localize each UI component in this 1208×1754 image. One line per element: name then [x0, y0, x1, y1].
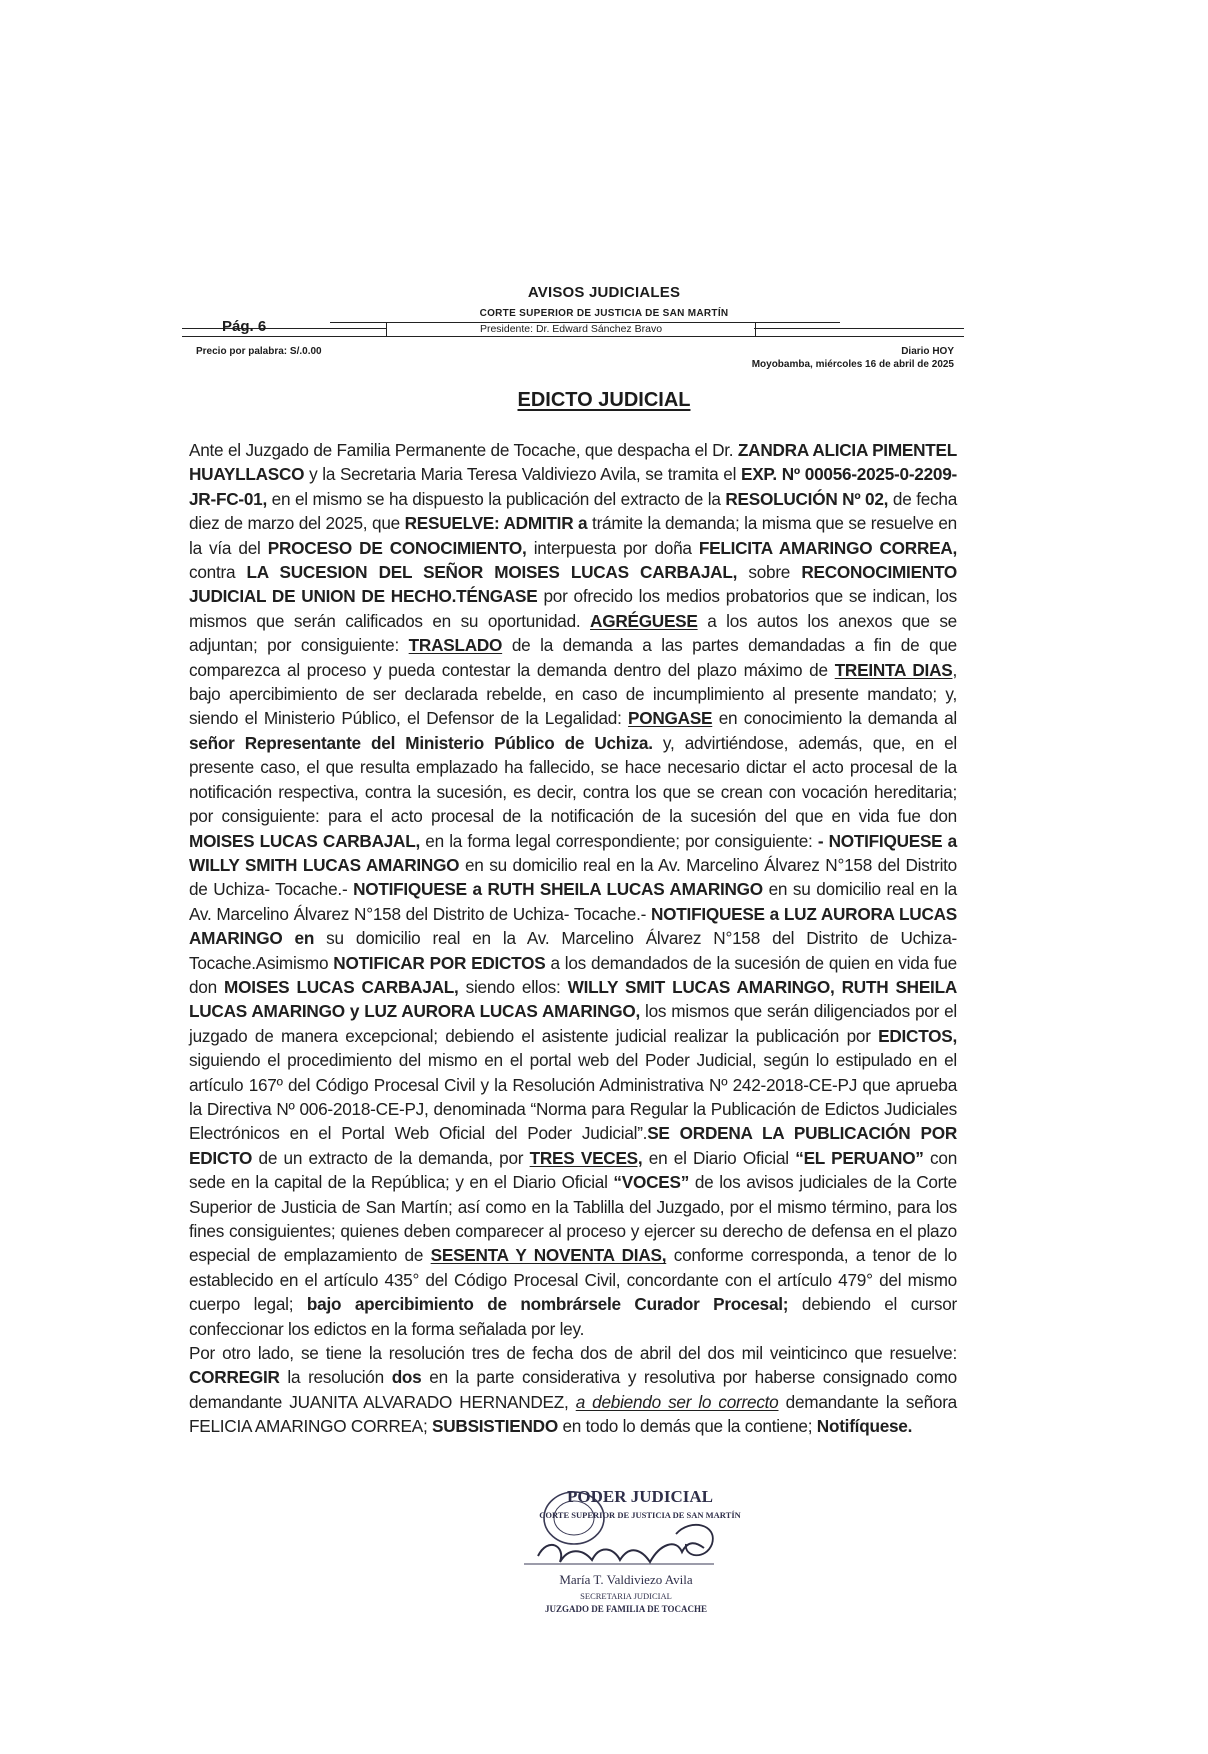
text-run: EDICTOS,: [878, 1025, 957, 1046]
text-run: SUBSISTIENDO: [432, 1416, 558, 1437]
stamp-office: JUZGADO DE FAMILIA DE TOCACHE: [544, 1604, 708, 1614]
text-run: a los autos los anexos que se adjuntan; por consiguiente:: [189, 610, 957, 656]
text-run: de la demanda a las partes demandadas a fin de que comparezca al proceso y pueda contestar la demanda dentro del plazo máximo de: [189, 635, 957, 680]
text-run: con sede en la capital de la República; y en el Diario Oficial: [189, 1147, 958, 1193]
text-run: en la forma legal correspondiente; por consiguiente:: [419, 830, 818, 851]
header-rule-left: [182, 328, 386, 329]
text-run: CORREGIR: [189, 1367, 280, 1388]
text-run: Notifíquese.: [816, 1416, 913, 1437]
text-run: RESOLUCIÓN Nº 02,: [725, 488, 889, 509]
text-run: en el Diario Oficial: [642, 1147, 796, 1168]
text-run: NOTIFICAR POR EDICTOS: [333, 952, 546, 973]
text-run: en su domicilio real en la Av. Marcelino Álvarez N°158 del Distrito de Uchiza- Tocache.-: [189, 879, 957, 924]
text-run: bajo apercibimiento de nombrársele Curador Procesal;: [306, 1294, 789, 1315]
publication-date: Moyobamba, miércoles 16 de abril de 2025: [751, 359, 954, 370]
stamp-line-1: PODER JUDICIAL: [567, 1487, 713, 1506]
newspaper-name: Diario HOY: [901, 346, 954, 357]
text-run: FELICITA AMARINGO CORREA,: [698, 537, 958, 558]
text-run: Ante el Juzgado de Familia Permanente de Tocache, que despacha el Dr.: [189, 440, 738, 460]
text-run: contra: [189, 562, 247, 583]
text-run: a los demandados de la sucesión de quien en vida fue don: [189, 952, 957, 997]
stamp-name: María T. Valdiviezo Avila: [559, 1572, 693, 1587]
text-run: por ofrecido los medios probatorios que se indican, los mismos que serán calificados en su oportunidad.: [189, 586, 957, 631]
text-run: SE ORDENA LA PUBLICACIÓN POR EDICTO: [189, 1123, 957, 1168]
stamp-line-2: CORTE SUPERIOR DE JUSTICIA DE SAN MARTÍN: [539, 1510, 741, 1520]
text-run: NOTIFIQUESE a LUZ AURORA LUCAS AMARINGO en: [189, 903, 957, 949]
text-run: ZANDRA ALICIA PIMENTEL HUAYLLASCO: [189, 440, 957, 485]
text-run: dos: [391, 1367, 422, 1388]
text-run: de fecha diez de marzo del 2025, que: [189, 488, 958, 534]
header-rule-right: [754, 328, 964, 329]
text-run: RESUELVE: ADMITIR a: [404, 513, 588, 534]
stamp-role: SECRETARIA JUDICIAL: [580, 1591, 672, 1601]
text-run: RECONOCIMIENTO JUDICIAL DE UNION DE HECHO.TÉNGASE: [189, 562, 958, 607]
text-run: interpuesta por doña: [526, 537, 699, 558]
text-run: debiendo el cursor confeccionar los edictos en la forma señalada por ley.: [189, 1294, 957, 1339]
text-run: los mismos que serán diligenciados por el juzgado de manera excepcional; debiendo el asistente judicial realizar la publicación por: [189, 1001, 957, 1046]
text-run: en conocimiento la demanda al: [712, 708, 957, 729]
text-run: conforme corresponda, a tenor de lo establecido en el artículo 435° del Código Procesal Civil, concordante con el artículo 479° del mismo cuerpo legal;: [189, 1245, 957, 1315]
text-run: a debiendo ser lo correcto: [575, 1391, 779, 1412]
text-run: de los avisos judiciales de la Corte Superior de Justicia de San Martín; así como en la Tablilla del Juzgado, por el mismo término, para los fines consiguientes; quienes deben comparecer al proceso y ejercer su derecho de defensa en el plazo especial de emplazamiento de: [189, 1172, 957, 1266]
text-run: trámite la demanda; la misma que se resuelve en la vía del: [189, 513, 957, 558]
text-run: PONGASE: [628, 708, 713, 729]
official-stamp: [508, 1478, 772, 1628]
text-run: en la parte considerativa y resolutiva por haberse consignado como demandante JUANITA ALVARADO HERNANDEZ,: [189, 1367, 957, 1412]
edict-title: EDICTO JUDICIAL: [517, 389, 691, 411]
text-run: TRASLADO: [408, 635, 503, 656]
text-run: en el mismo se ha dispuesto la publicación del extracto de la: [266, 488, 726, 509]
text-run: su domicilio real en la Av. Marcelino Álvarez N°158 del Distrito de Uchiza- Tocache.Asimismo: [189, 928, 957, 973]
text-run: la resolución: [279, 1367, 392, 1388]
text-run: siguiendo el procedimiento del mismo en el portal web del Poder Judicial, según lo estipulado en el artículo 167º del Código Procesal Civil y la Resolución Administrativa Nº 242-2018-CE-PJ que aprueba la Directiva Nº 006-2018-CE-PJ, denominada “Norma para Regular la Publicación de Edictos Judiciales Electrónicos en el Portal Web Oficial del Poder Judicial”.: [189, 1050, 957, 1144]
text-run: sobre: [737, 562, 802, 583]
signature-mark: [538, 1543, 704, 1562]
text-run: en todo lo demás que la contiene;: [557, 1416, 817, 1437]
edict-paragraph-correction: [189, 1341, 957, 1439]
text-run: y la Secretaria Maria Teresa Valdiviezo Avila, se tramita el: [304, 464, 741, 485]
text-run: MOISES LUCAS CARBAJAL,: [189, 830, 420, 851]
text-run: “VOCES”: [613, 1172, 690, 1193]
text-run: NOTIFIQUESE a RUTH SHEILA LUCAS AMARINGO: [353, 879, 763, 900]
president-box: Presidente: Dr. Edward Sánchez Bravo: [386, 322, 756, 336]
text-run: WILLY SMIT LUCAS AMARINGO, RUTH SHEILA LUCAS AMARINGO y LUZ AURORA LUCAS AMARINGO,: [189, 976, 957, 1022]
text-run: TREINTA DIAS: [834, 659, 953, 680]
text-run: , bajo apercibimiento de ser declarada rebelde, en caso de incumplimiento al presente mandato; y, siendo el Ministerio Público, el Defensor de la Legalidad:: [189, 659, 957, 729]
text-run: demandante la señora FELICIA AMARINGO CORREA;: [189, 1391, 957, 1437]
text-run: de un extracto de la demanda, por: [252, 1147, 530, 1168]
text-run: LA SUCESION DEL SEÑOR MOISES LUCAS CARBAJAL,: [246, 562, 738, 583]
text-run: Por otro lado, se tiene la resolución tres de fecha dos de abril del dos mil veinticinco que resuelve:: [189, 1343, 957, 1364]
text-run: AGRÉGUESE: [590, 610, 698, 631]
text-run: en su domicilio real en la Av. Marcelino Álvarez N°158 del Distrito de Uchiza- Tocache.-: [189, 854, 957, 900]
header-title: AVISOS JUDICIALES: [527, 284, 681, 301]
text-run: - NOTIFIQUESE a WILLY SMITH LUCAS AMARINGO: [189, 830, 957, 875]
stamp-seal-icon: [508, 1478, 772, 1628]
price-per-word: Precio por palabra: S/.0.00: [196, 346, 322, 357]
page-number: Pág. 6: [222, 318, 267, 335]
text-run: TRES VECES,: [529, 1147, 643, 1168]
header-rule-bottom: [182, 336, 964, 337]
text-run: señor Representante del Ministerio Público de Uchiza.: [189, 732, 653, 753]
court-name: CORTE SUPERIOR DE JUSTICIA DE SAN MARTÍN: [479, 308, 729, 319]
text-run: EXP. Nº 00056-2025-0-2209-JR-FC-01,: [189, 464, 957, 509]
edict-body: [189, 438, 957, 1439]
text-run: SESENTA Y NOVENTA DIAS,: [430, 1245, 667, 1266]
edict-paragraph-main: [189, 438, 957, 1341]
text-run: siendo ellos:: [458, 976, 568, 997]
text-run: MOISES LUCAS CARBAJAL,: [224, 976, 459, 997]
text-run: “EL PERUANO”: [795, 1147, 924, 1168]
text-run: PROCESO DE CONOCIMIENTO,: [267, 537, 527, 558]
text-run: y, advirtiéndose, además, que, en el presente caso, el que resulta emplazado ha fallecido, se hace necesario dictar el acto procesal de la notificación respectiva, contra la sucesión, es decir, contra los que se crean con vocación hereditaria; por consiguiente: para el acto procesal de la notificación de la sucesión del que en vida fue don: [189, 732, 957, 827]
